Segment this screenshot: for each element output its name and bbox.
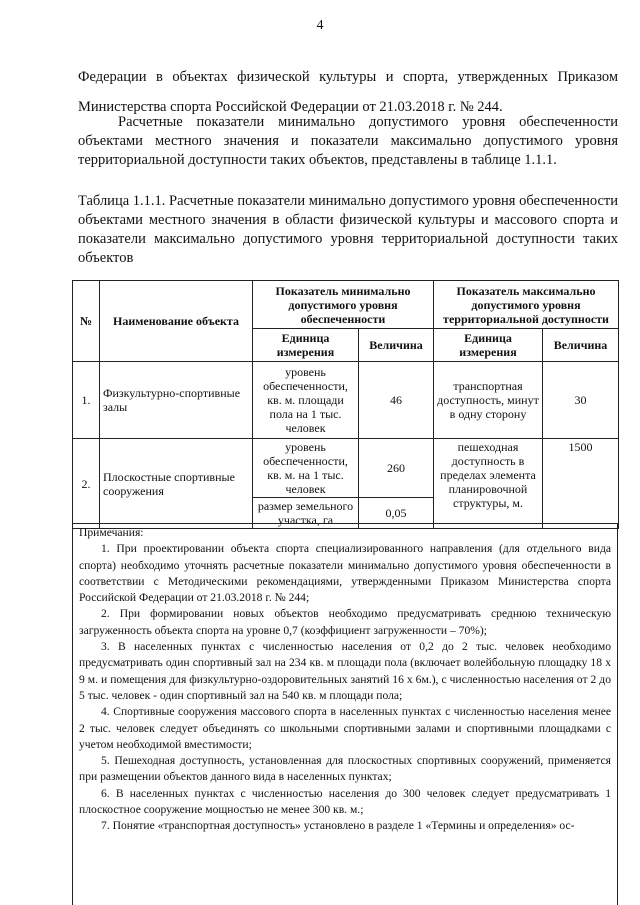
row-2-num: 2. [73,439,100,529]
row-1-min-value: 46 [359,362,434,439]
intro-paragraph: Расчетные показатели минимально допустимого уровня обеспеченности объектами местного значения и показатели максимально допустимого уровня территориальной доступности таких объектов, представлены в таблице 1.1.1. [78,114,618,168]
row-1-max-unit: транспортная доступность, минут в одну сторону [434,362,543,439]
standards-table [72,280,619,529]
note-item: 4. Спортивные сооружения массового спорта в населенных пунктах с численностью населения менее 2 тыс. человек следует объединять со школьными спортивными залами и спортивными площадками с учетом необходимой вместимости; [79,705,611,751]
row-1-name: Физкультурно-спортивные залы [100,362,253,439]
note-item: 1. При проектировании объекта спорта специализированного направления (для отдельного вида спорта) необходимо уточнять расчетные показатели минимально допустимого уровня обеспеченности в соответствии с Методическими рекомендациями, утвержденными Приказом Министерства спорта Российской Федерации от 21.03.2018 г. № 244; [79,542,611,605]
header-min-group: Показатель минимально допустимого уровня обеспеченности [253,281,434,329]
note-item: 2. При формировании новых объектов необходимо предусматривать среднюю техническую загруженность объекта спорта на уровне 0,7 (коэффициент загруженности – 70%); [79,607,611,637]
header-value-max: Величина [543,329,619,362]
row-2-min-value: 260 [359,439,434,498]
note-item: 5. Пешеходная доступность, установленная для плоскостных спортивных сооружений, применяется при размещении объектов данного вида в населенных пунктах; [79,754,611,784]
note-item: 7. Понятие «транспортная доступность» установлено в разделе 1 «Термины и определения» ос- [101,819,575,833]
row-2-name: Плоскостные спортивные сооружения [100,439,253,529]
row-2-min-unit-b: размер земельного участка, га [253,498,359,529]
header-unit: Единица измерения [253,329,359,362]
note-item: 6. В населенных пунктах с численностью населения до 300 человек следует предусматривать 1 плоскостное сооружение мощностью не менее 300 кв. м.; [79,786,611,817]
row-1-max-value: 30 [543,362,619,439]
row-1-num: 1. [73,362,100,439]
page-number: 4 [316,18,324,33]
header-name: Наименование объекта [100,281,253,362]
header-max-group: Показатель максимально допустимого уровня территориальной доступности [434,281,619,329]
notes-title: Примечания: [79,526,144,539]
header-num: № [73,281,100,362]
row-2-max-unit: пешеходная доступность в пределах элемента планировочной структуры, м. [434,439,543,529]
header-value-min: Величина [359,329,434,362]
note-item: 3. В населенных пунктах с численностью населения от 0,2 до 2 тыс. человек необходимо предусматривать один спортивный зал на 234 кв. м площади пола (включает волейбольную площадку 18 х 9 м. и помещения для физкультурно-оздоровительных занятий 16 х 6м.), с численностью населения от 2 до 5 тыс. человек - один спортивный зал на 540 кв. м площади пола; [79,640,611,702]
row-2-min-unit: уровень обеспеченности, кв. м. на 1 тыс. человек [253,439,359,498]
row-1-min-unit: уровень обеспеченности, кв. м. площади пола на 1 тыс. человек [253,362,359,439]
table-row [73,362,619,439]
notes-block [72,523,618,905]
row-2-min-value-b: 0,05 [359,498,434,529]
header-unit-2: Единица измерения [434,329,543,362]
row-2-max-value: 1500 [543,439,619,529]
intro-continuation: Федерации в объектах физической культуры и спорта, утвержденных Приказом Министерства спорта Российской Федерации от 21.03.2018 г. № 244. [78,69,618,115]
table-caption: Таблица 1.1.1. Расчетные показатели минимально допустимого уровня обеспеченности объектами местного значения в области физической культуры и массового спорта и показатели максимально допустимого уровня территориальной доступности таких объектов [78,193,618,266]
table-row [73,439,619,498]
